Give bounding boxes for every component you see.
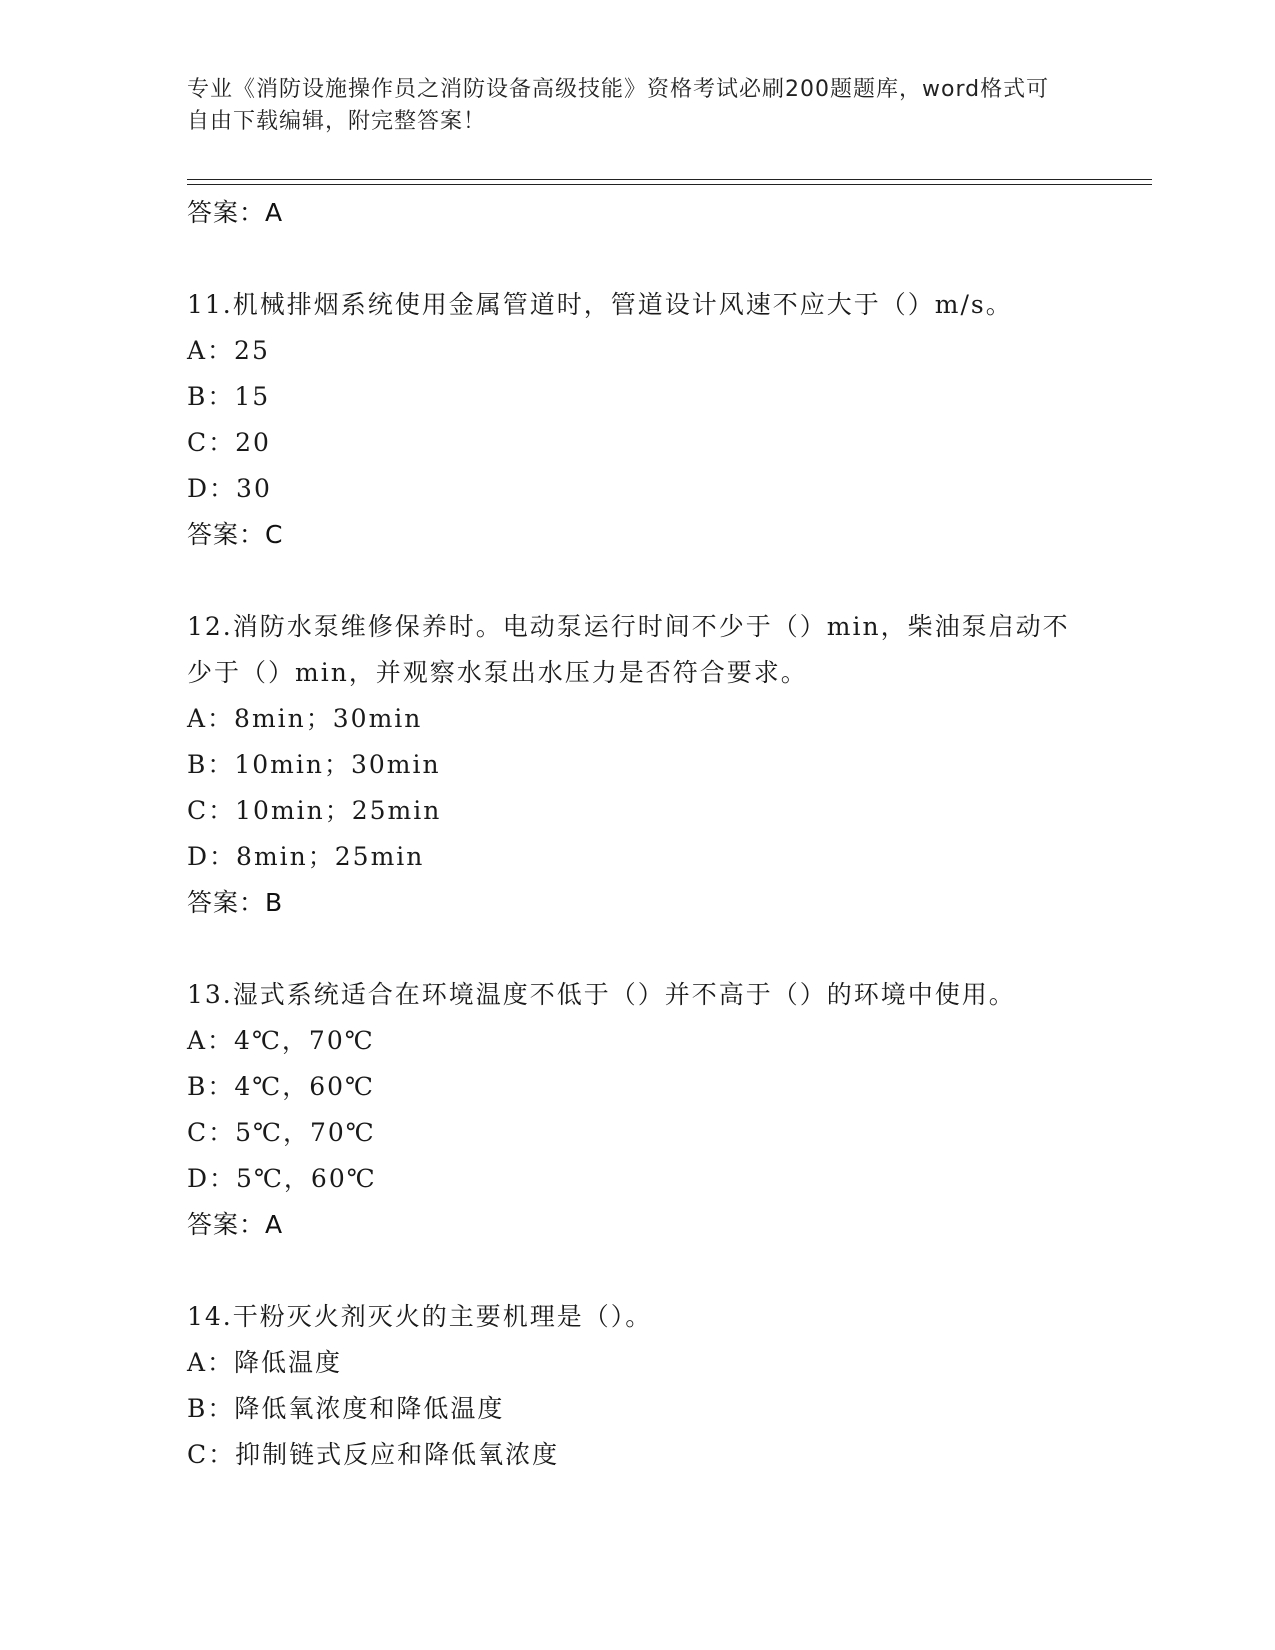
header-divider-top — [187, 179, 1152, 180]
option-d: D：5℃，60℃ — [187, 1164, 377, 1193]
option-d: D：8min；25min — [187, 842, 425, 871]
option-a: A：8min；30min — [187, 704, 423, 733]
option-b: B：15 — [187, 382, 271, 411]
option-a: A：25 — [187, 336, 270, 365]
option-b: B：10min；30min — [187, 750, 441, 779]
question-text: 13.湿式系统适合在环境温度不低于（）并不高于（）的环境中使用。 — [187, 980, 1016, 1009]
option-a: A：降低温度 — [187, 1348, 343, 1377]
option-b: B：降低氧浓度和降低温度 — [187, 1394, 505, 1423]
option-c: C：10min；25min — [187, 796, 442, 825]
question-list — [187, 190, 1087, 1478]
option-c: C：20 — [187, 428, 271, 457]
question-11 — [187, 282, 1087, 558]
question-text: 12.消防水泵维修保养时。电动泵运行时间不少于（）min，柴油泵启动不少于（）min，并观察水泵出水压力是否符合要求。 — [187, 612, 1070, 687]
option-a: A：4℃，70℃ — [187, 1026, 375, 1055]
answer-line: 答案：B — [187, 888, 284, 917]
header-divider-bottom — [187, 184, 1152, 185]
answer-line: 答案：A — [187, 1210, 284, 1239]
answer-line: 答案：C — [187, 520, 284, 549]
answer-line: 答案：A — [187, 198, 284, 227]
question-text: 11.机械排烟系统使用金属管道时，管道设计风速不应大于（）m/s。 — [187, 290, 1013, 319]
option-c: C：抑制链式反应和降低氧浓度 — [187, 1440, 560, 1469]
question-13 — [187, 972, 1087, 1248]
question-14 — [187, 1294, 1087, 1478]
question-text: 14.干粉灭火剂灭火的主要机理是（）。 — [187, 1302, 653, 1331]
option-d: D：30 — [187, 474, 272, 503]
question-12 — [187, 604, 1087, 926]
option-c: C：5℃，70℃ — [187, 1118, 376, 1147]
option-b: B：4℃，60℃ — [187, 1072, 376, 1101]
document-header: 专业《消防设施操作员之消防设备高级技能》资格考试必刷200题题库，word格式可自由下载编辑，附完整答案！ — [187, 77, 1050, 134]
